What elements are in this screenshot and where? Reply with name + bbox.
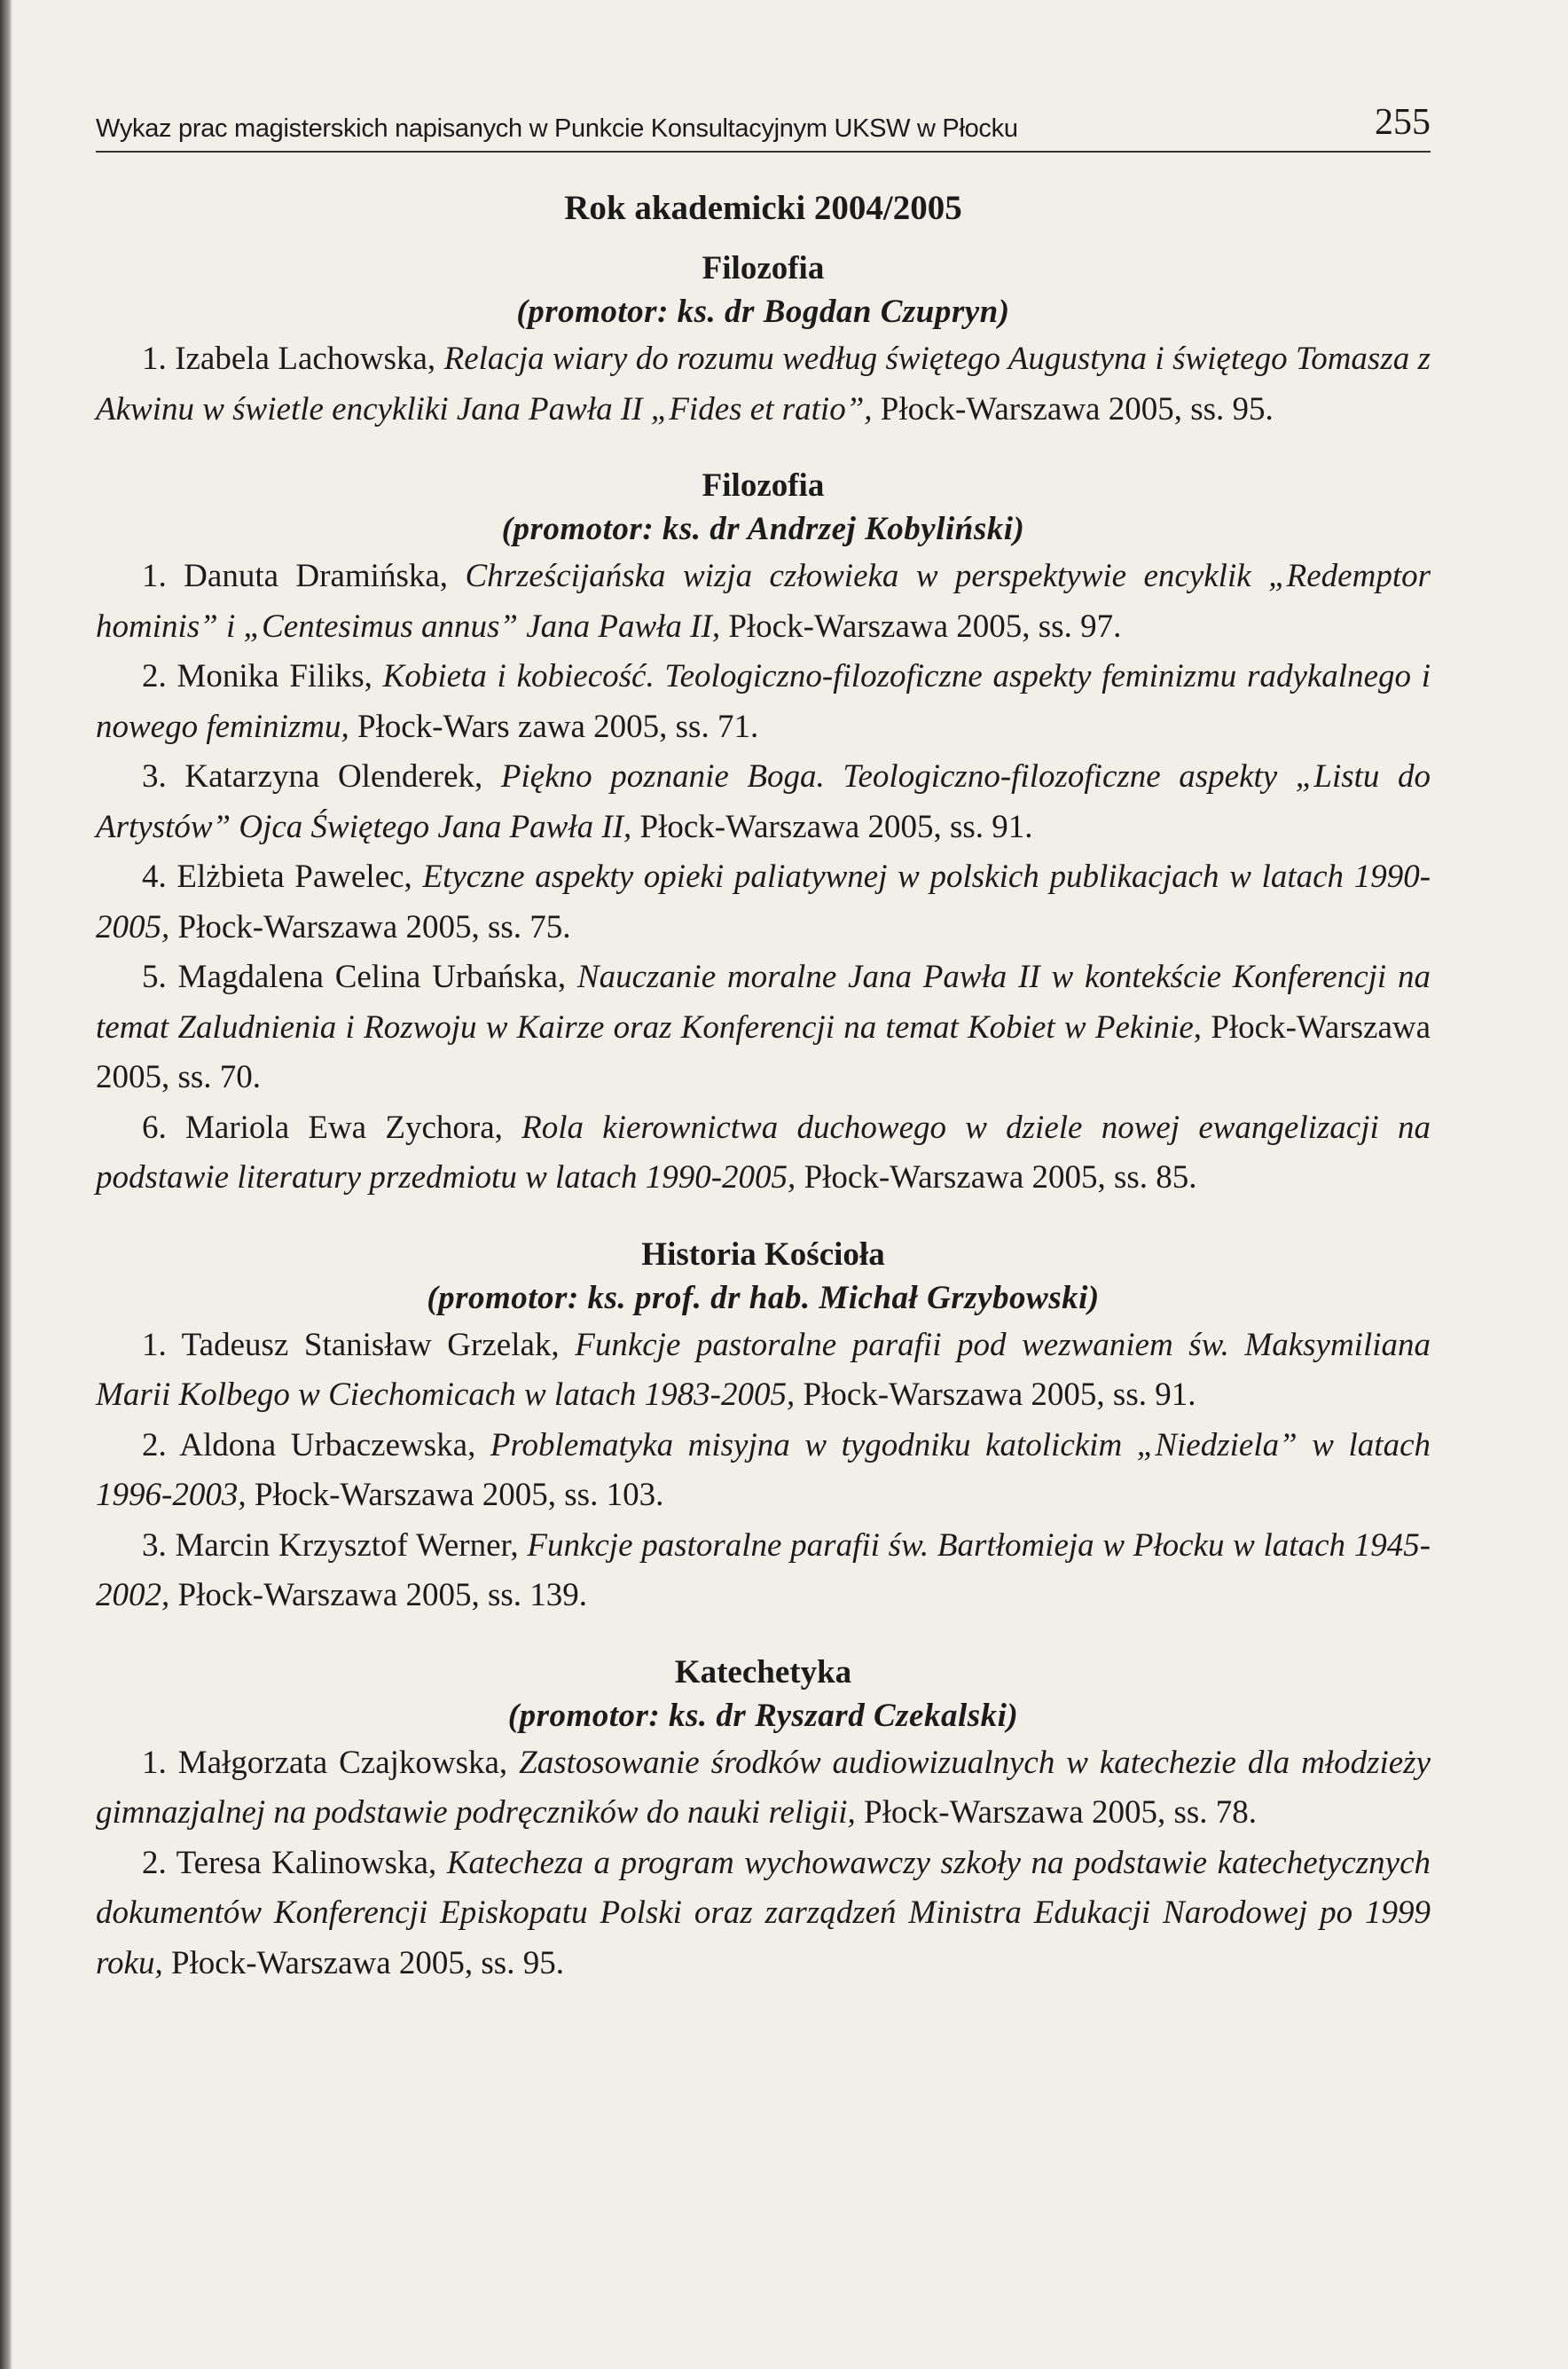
entry-title: Problematyka misyjna w tygodniku katolickim „Niedziela” w latach 1996-2003, <box>96 1426 1431 1513</box>
entry-title: Funkcje pastoralne parafii pod wezwaniem św. Maksymiliana Marii Kolbego w Ciechomicach w latach 1983-2005, <box>96 1326 1431 1413</box>
thesis-entry <box>96 1103 1431 1204</box>
entry-author: Aldona Urbaczewska, <box>179 1426 476 1463</box>
page-number: 255 <box>1375 102 1431 143</box>
running-title: Wykaz prac magisterskich napisanych w Punkcie Konsultacyjnym UKSW w Płocku <box>96 114 1018 143</box>
thesis-entry <box>96 1321 1431 1421</box>
thesis-entry <box>96 1839 1431 1989</box>
section-title: Filozofia <box>702 467 825 504</box>
thesis-entry <box>96 652 1431 752</box>
entry-author: Izabela Lachowska, <box>175 341 436 377</box>
entry-title: Rola kierownictwa duchowego w dziele nowej ewangelizacji na podstawie literatury przedmiotu w latach 1990-2005, <box>96 1109 1431 1196</box>
section-title: Historia Kościoła <box>641 1235 885 1273</box>
entry-author: Monika Filiks, <box>176 658 372 694</box>
entry-author: Mariola Ewa Zychora, <box>185 1109 503 1146</box>
academic-year-heading: Rok akademicki 2004/2005 <box>564 189 962 227</box>
entry-number: 1. <box>142 558 167 594</box>
running-header <box>96 98 1431 153</box>
entry-title: Nauczanie moralne Jana Pawła II w kontekście Konferencji na temat Zaludnienia i Rozwoju w Kairze oraz Konferencji na temat Kobiet w Pekinie, <box>96 959 1431 1046</box>
entry-author: Tadeusz Stanisław Grzelak, <box>181 1326 560 1363</box>
section-promotor: (promotor: ks. dr Bogdan Czupryn) <box>516 294 1010 330</box>
entry-author: Elżbieta Pawelec, <box>176 859 412 895</box>
entry-author: Danuta Dramińska, <box>184 558 449 594</box>
entry-number: 2. <box>142 658 167 694</box>
document-page <box>96 98 1431 2324</box>
entry-publication: Płock-Warszawa 2005, ss. 85. <box>804 1159 1197 1196</box>
entry-publication: Płock-Warszawa 2005, ss. 95. <box>170 1944 564 1981</box>
section-promotor: (promotor: ks. prof. dr hab. Michał Grzybowski) <box>427 1279 1100 1316</box>
entry-title: Relacja wiary do rozumu według świętego Augustyna i świętego Tomasza z Akwinu w świetle encykliki Jana Pawła II „Fides et ratio”, <box>96 341 1431 428</box>
book-spine-shadow <box>0 0 12 2369</box>
section <box>96 247 1431 435</box>
entry-publication: Płock-Warszawa 2005, ss. 75. <box>177 908 571 945</box>
entry-number: 1. <box>142 1744 167 1781</box>
entry-publication: Płock-Warszawa 2005, ss. 91. <box>639 808 1033 845</box>
entry-author: Marcin Krzysztof Werner, <box>175 1526 519 1564</box>
section <box>96 1651 1431 1989</box>
entry-publication: Płock-Warszawa 2005, ss. 95. <box>880 390 1274 428</box>
entry-number: 4. <box>142 859 167 895</box>
entry-number: 1. <box>142 341 167 377</box>
section-promotor: (promotor: ks. dr Ryszard Czekalski) <box>507 1697 1019 1734</box>
entry-author: Teresa Kalinowska, <box>176 1844 437 1881</box>
section-promotor: (promotor: ks. dr Andrzej Kobyliński) <box>501 511 1025 547</box>
entry-publication: Płock-Warszawa 2005, ss. 97. <box>728 608 1122 645</box>
section <box>96 1234 1431 1621</box>
entry-title: Chrześcijańska wizja człowieka w perspektywie encyklik „Redemptor hominis” i „Centesimus annus” Jana Pawła II, <box>96 558 1431 645</box>
section-title: Katechetyka <box>674 1653 852 1690</box>
entry-author: Małgorzata Czajkowska, <box>177 1744 508 1781</box>
thesis-entry <box>96 552 1431 652</box>
sections-container <box>96 247 1431 1989</box>
thesis-entry <box>96 852 1431 953</box>
entry-title: Etyczne aspekty opieki paliatywnej w polskich publikacjach w latach 1990-2005, <box>96 859 1431 945</box>
entry-publication: Płock-Warszawa 2005, ss. 103. <box>254 1477 664 1513</box>
entry-number: 1. <box>142 1326 167 1363</box>
entry-publication: Płock-Warszawa 2005, ss. 78. <box>864 1794 1258 1831</box>
entry-publication: Płock-Warszawa 2005, ss. 139. <box>177 1577 587 1613</box>
thesis-entry <box>96 752 1431 852</box>
section <box>96 465 1431 1204</box>
entry-author: Magdalena Celina Urbańska, <box>177 959 567 995</box>
entry-number: 3. <box>142 1526 167 1564</box>
thesis-entry <box>96 1738 1431 1839</box>
entry-number: 2. <box>142 1426 167 1463</box>
entry-title: Piękno poznanie Boga. Teologiczno-filozoficzne aspekty „Listu do Artystów” Ojca Świętego Jana Pawła II, <box>96 758 1431 845</box>
section-title: Filozofia <box>702 250 825 286</box>
thesis-entry <box>96 1521 1431 1621</box>
thesis-entry <box>96 1421 1431 1521</box>
entry-title: Zastosowanie środków audiowizualnych w katechezie dla młodzieży gimnazjalnej na podstawie podręczników do nauki religii, <box>96 1744 1431 1831</box>
entry-number: 3. <box>142 758 167 795</box>
entry-title: Kobieta i kobiecość. Teologiczno-filozoficzne aspekty feminizmu radykalnego i nowego feminizmu, <box>96 658 1431 745</box>
entry-publication: Płock-Warszawa 2005, ss. 70. <box>96 1008 1431 1095</box>
entry-author: Katarzyna Olenderek, <box>184 758 483 795</box>
entry-number: 5. <box>142 959 167 995</box>
entry-title: Funkcje pastoralne parafii św. Bartłomieja w Płocku w latach 1945-2002, <box>96 1526 1431 1613</box>
entry-number: 2. <box>142 1844 167 1881</box>
thesis-entry <box>96 953 1431 1103</box>
entry-publication: Płock-Wars zawa 2005, ss. 71. <box>357 708 759 745</box>
thesis-entry <box>96 334 1431 435</box>
entry-publication: Płock-Warszawa 2005, ss. 91. <box>803 1377 1196 1413</box>
entry-title: Katecheza a program wychowawczy szkoły na podstawie katechetycznych dokumentów Konferencji Episkopatu Polski oraz zarządzeń Ministra Edukacji Narodowej po 1999 roku, <box>96 1844 1431 1981</box>
entry-number: 6. <box>142 1109 167 1146</box>
